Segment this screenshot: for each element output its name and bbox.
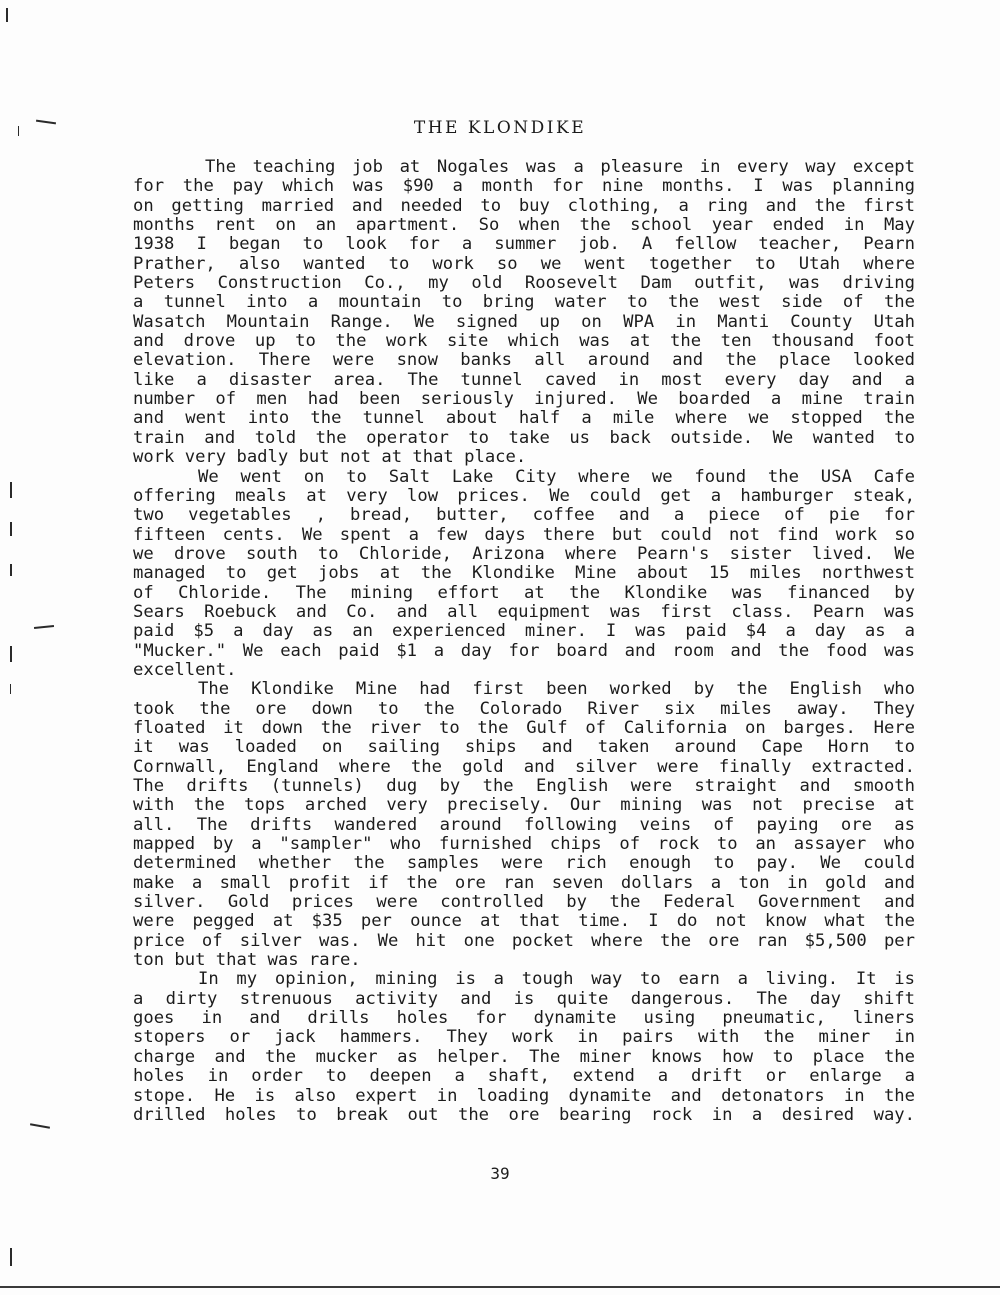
page-title: THE KLONDIKE — [413, 118, 587, 138]
text-line: Sears Roebuck and Co. and all equipment was first class. Pearn was — [133, 602, 915, 622]
text-line: floated it down the river to the Gulf of California on barges. Here — [133, 718, 915, 738]
text-line: for the pay which was $90 a month for nine months. I was planning — [133, 177, 915, 197]
text-line: silver. Gold prices were controlled by the Federal Government and — [133, 893, 915, 913]
text-line: managed to get jobs at the Klondike Mine about 15 miles northwest — [133, 564, 915, 584]
text-line: fifteen cents. We spent a few days there but could not find work so — [133, 525, 915, 545]
text-line: a tunnel into a mountain to bring water to the west side of the — [133, 293, 915, 313]
text-line: excellent. — [133, 660, 237, 680]
text-line: 1938 I began to look for a summer job. A fellow teacher, Pearn — [133, 235, 915, 255]
text-line: paid $5 a day as an experienced miner. I was paid $4 a day as a — [133, 622, 915, 642]
text-line: price of silver was. We hit one pocket where the ore ran $5,500 per — [133, 931, 915, 951]
scan-mark — [6, 8, 8, 22]
text-line: train and told the operator to take us back outside. We wanted to — [133, 428, 915, 448]
text-line: mapped by a "sampler" who furnished chips of rock to an assayer who — [133, 835, 915, 855]
page-number: 39 — [490, 1164, 510, 1183]
scan-mark — [10, 646, 12, 662]
text-line: number of men had been seriously injured. We boarded a mine train — [133, 390, 915, 410]
text-line: on getting married and needed to buy clothing, a ring and the first — [133, 196, 915, 216]
scan-mark — [10, 684, 11, 694]
text-line: The Klondike Mine had first been worked by the English who — [198, 680, 915, 700]
text-line: offering meals at very low prices. We could get a hamburger steak, — [133, 486, 915, 506]
body-text — [133, 158, 915, 1125]
text-line: The teaching job at Nogales was a pleasure in every way except — [205, 158, 915, 177]
text-line: we drove south to Chloride, Arizona where Pearn's sister lived. We — [133, 544, 915, 564]
scan-mark — [30, 1123, 50, 1128]
text-line: charge and the mucker as helper. The miner knows how to place the — [133, 1047, 915, 1067]
text-line: two vegetables , bread, butter, coffee and a piece of pie for — [133, 506, 915, 526]
text-line: months rent on an apartment. So when the school year ended in May — [133, 216, 915, 236]
text-line: ton but that was rare. — [133, 951, 361, 971]
text-line: were pegged at $35 per ounce at that time. I do not know what the — [133, 912, 915, 932]
text-line: goes in and drills holes for dynamite using pneumatic, liners — [133, 1009, 915, 1029]
scan-mark — [10, 1248, 12, 1266]
text-line: The drifts (tunnels) dug by the English were straight and smooth — [133, 777, 915, 796]
text-line: determined whether the samples were rich enough to pay. We could — [133, 854, 915, 874]
text-line: like a disaster area. The tunnel caved in most every day and a — [133, 370, 915, 390]
text-line: drilled holes to break out the ore bearing rock in a desired way. — [133, 1105, 915, 1125]
text-line: with the tops arched very precisely. Our mining was not precise at — [133, 796, 915, 816]
scan-mark — [10, 564, 12, 576]
text-line: Wasatch Mountain Range. We signed up on WPA in Manti County Utah — [133, 312, 915, 332]
text-line: holes in order to deepen a shaft, extend a drift or enlarge a — [133, 1067, 915, 1087]
text-line: We went on to Salt Lake City where we found the USA Cafe — [198, 467, 915, 487]
text-line: Peters Construction Co., my old Roosevelt Dam outfit, was driving — [133, 274, 915, 294]
scan-mark — [10, 522, 12, 536]
text-line: stope. He is also expert in loading dynamite and detonators in the — [133, 1086, 915, 1106]
scan-mark — [34, 625, 54, 629]
text-line: "Mucker." We each paid $1 a day for board and room and the food was — [133, 641, 915, 661]
text-line: work very badly but not at that place. — [133, 448, 527, 468]
text-line: and went into the tunnel about half a mile where we stopped the — [133, 409, 915, 429]
text-line: make a small profit if the ore ran seven dollars a ton in gold and — [133, 873, 915, 893]
bottom-rule — [0, 1286, 1000, 1288]
text-line: all. The drifts wandered around following veins of paying ore as — [133, 815, 915, 835]
text-line: Prather, also wanted to work so we went together to Utah where — [133, 254, 915, 274]
text-line: a dirty strenuous activity and is quite dangerous. The day shift — [133, 989, 915, 1009]
text-line: stopers or jack hammers. They work in pairs with the miner in — [133, 1028, 915, 1048]
text-line: took the ore down to the Colorado River six miles away. They — [133, 699, 915, 719]
text-line: and drove up to the work site which was at the ten thousand foot — [133, 332, 915, 352]
text-line: In my opinion, mining is a tough way to earn a living. It is — [198, 970, 915, 990]
text-line: it was loaded on sailing ships and taken around Cape Horn to — [133, 738, 915, 758]
text-line: Cornwall, England where the gold and silver were finally extracted. — [133, 757, 915, 777]
text-line: of Chloride. The mining effort at the Klondike was financed by — [133, 583, 915, 603]
text-line: elevation. There were snow banks all around and the place looked — [133, 351, 915, 371]
scan-mark — [10, 482, 12, 498]
